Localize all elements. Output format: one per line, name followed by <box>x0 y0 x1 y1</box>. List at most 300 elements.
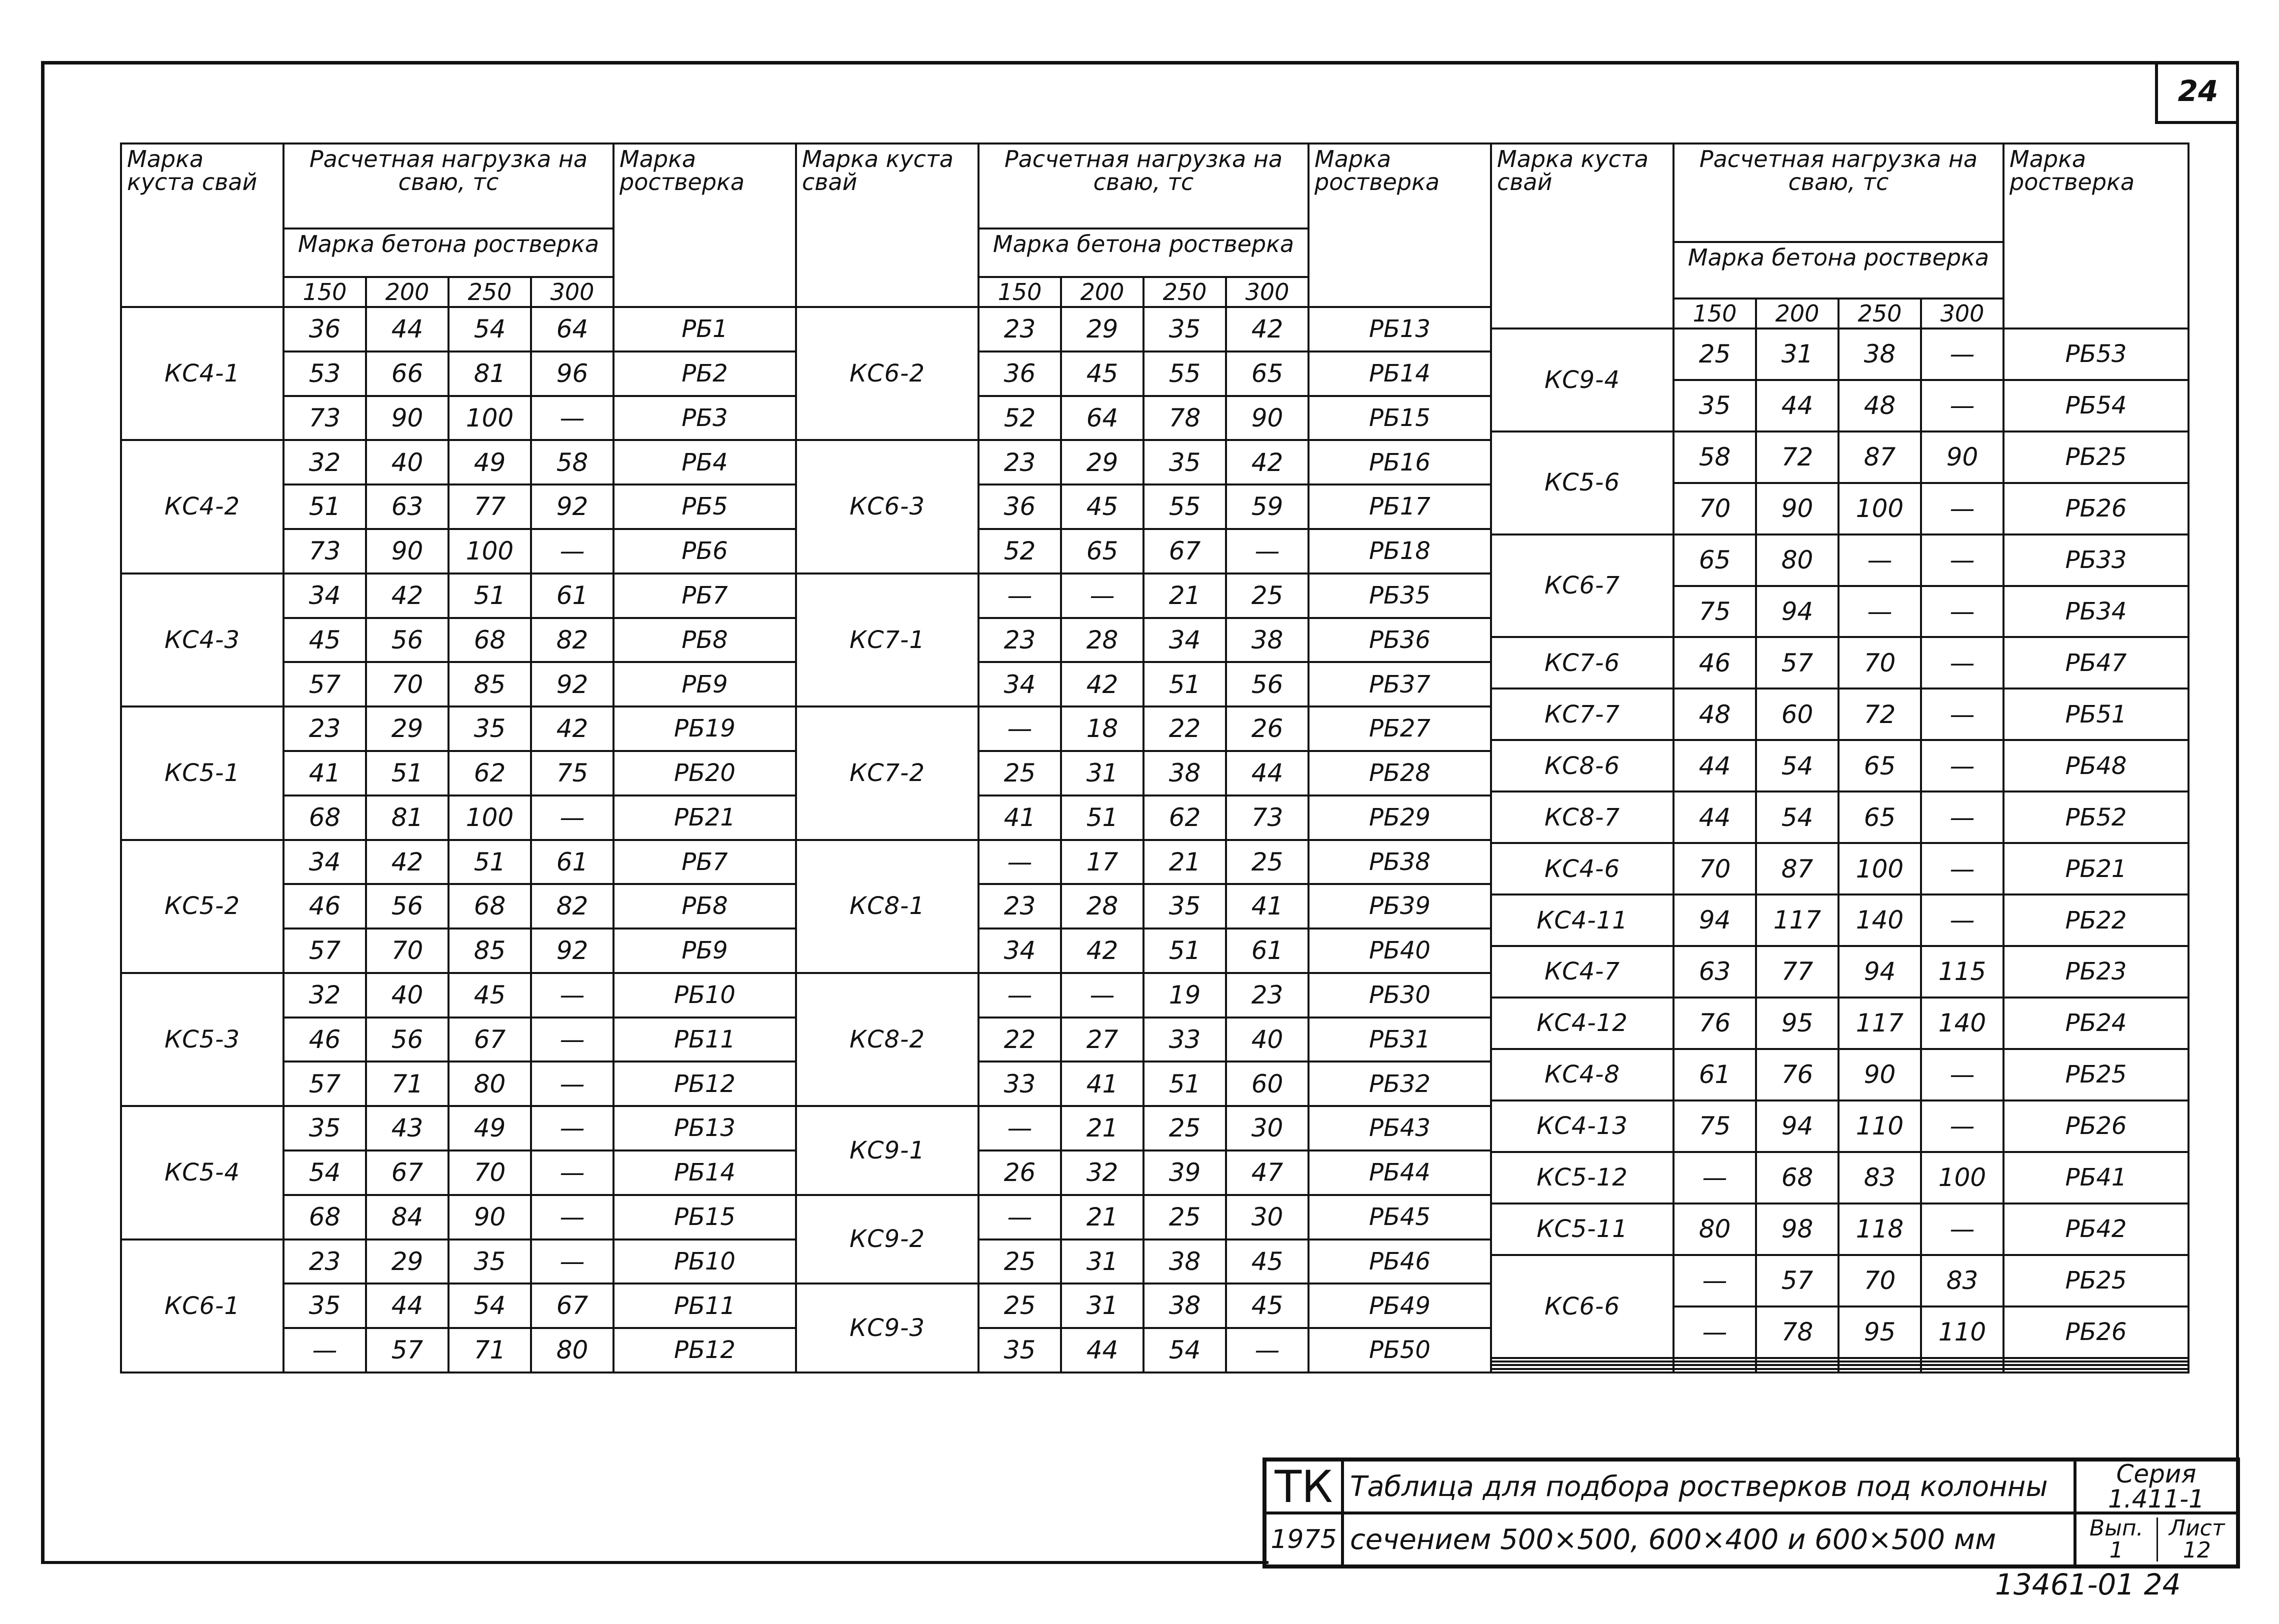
stamp-title-line-1: Таблица для подбора ростверков под колонны <box>1342 1460 2075 1513</box>
load-value-cell: 38 <box>1226 618 1308 662</box>
load-value-cell: 95 <box>1756 998 1838 1049</box>
grillage-mark-cell: РБ7 <box>614 840 796 884</box>
load-value-cell: 70 <box>366 662 448 706</box>
grillage-mark-cell: РБ29 <box>1308 796 1491 840</box>
load-value-cell: — <box>1921 894 2004 946</box>
stamp-issue <box>2076 1518 2156 1562</box>
table-row <box>1491 894 2188 946</box>
header-bush-mark: Марка куста свай <box>796 144 978 307</box>
header-level: 200 <box>1061 277 1144 307</box>
grillage-mark-cell: РБ1 <box>614 307 796 352</box>
load-value-cell: 41 <box>1061 1062 1144 1106</box>
load-value-cell: 81 <box>366 796 448 840</box>
grillage-mark-cell: РБ5 <box>614 484 796 529</box>
load-value-cell: 28 <box>1061 884 1144 928</box>
bush-mark-cell: КС6-2 <box>796 307 978 440</box>
load-value-cell: — <box>1921 380 2004 432</box>
blank-cell <box>1921 1369 2004 1372</box>
load-value-cell: 43 <box>366 1106 448 1150</box>
issue-label: Вып. <box>2089 1516 2144 1541</box>
grillage-mark-cell: РБ50 <box>1308 1328 1491 1372</box>
load-value-cell: 35 <box>1674 380 1756 432</box>
load-value-cell: 31 <box>1061 1240 1144 1284</box>
table-row <box>1491 637 2188 688</box>
load-value-cell: 83 <box>1838 1152 1921 1204</box>
table-row <box>1491 534 2188 586</box>
load-value-cell: — <box>531 396 614 440</box>
load-value-cell: 90 <box>366 396 448 440</box>
bush-mark-cell: КС7-6 <box>1491 637 1674 688</box>
load-value-cell: 52 <box>978 529 1061 574</box>
load-value-cell: 77 <box>448 484 531 529</box>
load-value-cell: — <box>1061 574 1144 618</box>
load-value-cell: 29 <box>1061 307 1144 352</box>
load-value-cell: 44 <box>366 1284 448 1328</box>
load-value-cell: 73 <box>284 396 366 440</box>
load-value-cell: 31 <box>1061 751 1144 796</box>
grillage-mark-cell: РБ2 <box>614 352 796 396</box>
load-value-cell: 45 <box>1226 1240 1308 1284</box>
bush-mark-cell: КС6-7 <box>1491 534 1674 638</box>
load-value-cell: — <box>978 574 1061 618</box>
header-grillage-mark: Марка ростверка <box>614 144 796 307</box>
load-value-cell: 64 <box>531 307 614 352</box>
load-value-cell: 68 <box>1756 1152 1838 1204</box>
bush-mark-cell: КС8-7 <box>1491 792 1674 843</box>
load-value-cell: 44 <box>1061 1328 1144 1372</box>
load-value-cell: 94 <box>1756 586 1838 638</box>
load-value-cell: 90 <box>1756 483 1838 534</box>
bush-mark-cell: КС9-1 <box>796 1106 978 1195</box>
load-value-cell: 35 <box>448 1240 531 1284</box>
grillage-mark-cell: РБ15 <box>1308 396 1491 440</box>
load-value-cell: 51 <box>366 751 448 796</box>
load-value-cell: 67 <box>1144 529 1226 574</box>
load-value-cell: 31 <box>1756 328 1838 380</box>
grillage-mark-cell: РБ45 <box>1308 1195 1491 1240</box>
load-value-cell: 54 <box>448 307 531 352</box>
table-row <box>796 1195 1491 1240</box>
bush-mark-cell: КС5-12 <box>1491 1152 1674 1204</box>
grillage-mark-cell: РБ26 <box>2004 483 2188 534</box>
load-value-cell: 85 <box>448 662 531 706</box>
grillage-mark-cell: РБ16 <box>1308 440 1491 484</box>
series-value: 1.411-1 <box>2108 1484 2204 1513</box>
table-row <box>121 307 796 352</box>
blank-row <box>1491 1362 2188 1365</box>
bush-mark-cell: КС9-4 <box>1491 328 1674 432</box>
load-value-cell: 75 <box>1674 1100 1756 1152</box>
sheet-code: 13461-01 24 <box>1995 1568 2181 1602</box>
table-row <box>1491 1204 2188 1255</box>
load-value-cell: 48 <box>1838 380 1921 432</box>
load-value-cell: 94 <box>1756 1100 1838 1152</box>
load-value-cell: 54 <box>1756 792 1838 843</box>
load-value-cell: 51 <box>284 484 366 529</box>
load-value-cell: 140 <box>1838 894 1921 946</box>
header-load: Расчетная нагрузка на сваю, тс <box>284 144 614 228</box>
blank-cell <box>1491 1365 1674 1368</box>
grillage-mark-cell: РБ25 <box>2004 432 2188 483</box>
load-value-cell: 25 <box>1226 574 1308 618</box>
blank-cell <box>1838 1369 1921 1372</box>
load-value-cell: — <box>1226 1328 1308 1372</box>
grillage-mark-cell: РБ14 <box>1308 352 1491 396</box>
load-value-cell: 54 <box>448 1284 531 1328</box>
load-value-cell: 75 <box>531 751 614 796</box>
load-value-cell: 87 <box>1838 432 1921 483</box>
load-value-cell: 100 <box>448 529 531 574</box>
load-value-cell: 70 <box>1838 1255 1921 1306</box>
bush-mark-cell: КС9-3 <box>796 1284 978 1372</box>
load-value-cell: 31 <box>1061 1284 1144 1328</box>
load-value-cell: — <box>1921 688 2004 740</box>
header-level: 250 <box>1144 277 1226 307</box>
grillage-mark-cell: РБ10 <box>614 1240 796 1284</box>
table-row <box>121 973 796 1018</box>
blank-cell <box>2004 1365 2188 1368</box>
grillage-mark-cell: РБ11 <box>614 1284 796 1328</box>
load-value-cell: 35 <box>1144 307 1226 352</box>
load-value-cell: 54 <box>284 1150 366 1195</box>
load-value-cell: — <box>531 796 614 840</box>
sheet-value: 12 <box>2182 1538 2211 1563</box>
grillage-mark-cell: РБ27 <box>1308 706 1491 751</box>
load-value-cell: 59 <box>1226 484 1308 529</box>
table-row <box>796 840 1491 884</box>
blank-cell <box>2004 1362 2188 1365</box>
load-value-cell: 44 <box>366 307 448 352</box>
blank-cell <box>1674 1365 1756 1368</box>
blank-cell <box>1921 1362 2004 1365</box>
load-value-cell: 19 <box>1144 973 1226 1018</box>
load-value-cell: — <box>1921 534 2004 586</box>
load-value-cell: — <box>1921 637 2004 688</box>
table-row <box>1491 946 2188 998</box>
load-value-cell: 22 <box>1144 706 1226 751</box>
load-value-cell: 87 <box>1756 843 1838 894</box>
grillage-mark-cell: РБ47 <box>2004 637 2188 688</box>
grillage-table-1 <box>120 142 797 1374</box>
load-value-cell: 67 <box>531 1284 614 1328</box>
grillage-mark-cell: РБ8 <box>614 884 796 928</box>
load-value-cell: 62 <box>1144 796 1226 840</box>
load-value-cell: — <box>1921 586 2004 638</box>
load-value-cell: 29 <box>366 706 448 751</box>
table-row <box>1491 1255 2188 1306</box>
load-value-cell: 25 <box>1144 1106 1226 1150</box>
header-bush-mark: Марка куста свай <box>1491 144 1674 328</box>
load-value-cell: 35 <box>448 706 531 751</box>
load-value-cell: 52 <box>978 396 1061 440</box>
grillage-mark-cell: РБ43 <box>1308 1106 1491 1150</box>
load-value-cell: 67 <box>448 1018 531 1062</box>
load-value-cell: 45 <box>1061 484 1144 529</box>
load-value-cell: 23 <box>284 706 366 751</box>
load-value-cell: 21 <box>1144 840 1226 884</box>
load-value-cell: 32 <box>1061 1150 1144 1195</box>
load-value-cell: 80 <box>531 1328 614 1372</box>
load-value-cell: 54 <box>1144 1328 1226 1372</box>
load-value-cell: 17 <box>1061 840 1144 884</box>
load-value-cell: 61 <box>531 840 614 884</box>
blank-cell <box>1674 1369 1756 1372</box>
bush-mark-cell: КС5-4 <box>121 1106 284 1239</box>
grillage-mark-cell: РБ21 <box>2004 843 2188 894</box>
blank-cell <box>1838 1362 1921 1365</box>
load-value-cell: — <box>1838 534 1921 586</box>
load-value-cell: 92 <box>531 928 614 973</box>
load-value-cell: 84 <box>366 1195 448 1240</box>
load-value-cell: — <box>1921 1100 2004 1152</box>
table-row <box>121 706 796 751</box>
blank-cell <box>1756 1365 1838 1368</box>
load-value-cell: 80 <box>1756 534 1838 586</box>
load-value-cell: 83 <box>1921 1255 2004 1306</box>
grillage-mark-cell: РБ20 <box>614 751 796 796</box>
header-level: 200 <box>1756 298 1838 328</box>
load-value-cell: 23 <box>284 1240 366 1284</box>
grillage-mark-cell: РБ9 <box>614 662 796 706</box>
header-level: 300 <box>531 277 614 307</box>
grillage-mark-cell: РБ54 <box>2004 380 2188 432</box>
header-level: 150 <box>978 277 1061 307</box>
grillage-mark-cell: РБ25 <box>2004 1255 2188 1306</box>
blank-cell <box>1921 1358 2004 1362</box>
title-block <box>1262 1458 2240 1568</box>
bush-mark-cell: КС4-2 <box>121 440 284 573</box>
load-value-cell: 38 <box>1838 328 1921 380</box>
load-value-cell: 26 <box>978 1150 1061 1195</box>
load-value-cell: 36 <box>978 484 1061 529</box>
load-value-cell: — <box>531 1240 614 1284</box>
load-value-cell: 72 <box>1756 432 1838 483</box>
bush-mark-cell: КС8-6 <box>1491 740 1674 792</box>
load-value-cell: 25 <box>978 751 1061 796</box>
load-value-cell: — <box>1921 1204 2004 1255</box>
grillage-mark-cell: РБ25 <box>2004 1049 2188 1100</box>
grillage-mark-cell: РБ39 <box>1308 884 1491 928</box>
load-value-cell: 90 <box>1226 396 1308 440</box>
bush-mark-cell: КС5-11 <box>1491 1204 1674 1255</box>
table-row <box>121 1240 796 1284</box>
load-value-cell: 25 <box>1144 1195 1226 1240</box>
load-value-cell: 42 <box>1226 440 1308 484</box>
load-value-cell: 49 <box>448 1106 531 1150</box>
load-value-cell: — <box>531 1195 614 1240</box>
page-number: 24 <box>2155 61 2238 124</box>
blank-cell <box>1674 1362 1756 1365</box>
load-value-cell: 51 <box>1061 796 1144 840</box>
load-value-cell: 70 <box>448 1150 531 1195</box>
load-value-cell: 22 <box>978 1018 1061 1062</box>
load-value-cell: 23 <box>978 884 1061 928</box>
bush-mark-cell: КС5-6 <box>1491 432 1674 534</box>
grillage-mark-cell: РБ32 <box>1308 1062 1491 1106</box>
load-value-cell: 32 <box>284 440 366 484</box>
load-value-cell: 56 <box>366 618 448 662</box>
header-concrete: Марка бетона ростверка <box>284 228 614 277</box>
load-value-cell: — <box>978 706 1061 751</box>
header-load: Расчетная нагрузка на сваю, тс <box>978 144 1308 228</box>
load-value-cell: 57 <box>1756 1255 1838 1306</box>
frame-right-line <box>2236 61 2239 1486</box>
load-value-cell: — <box>1921 483 2004 534</box>
load-value-cell: 95 <box>1838 1306 1921 1358</box>
grillage-mark-cell: РБ34 <box>2004 586 2188 638</box>
load-value-cell: 100 <box>1921 1152 2004 1204</box>
blank-cell <box>2004 1369 2188 1372</box>
load-value-cell: 60 <box>1756 688 1838 740</box>
load-value-cell: — <box>1674 1255 1756 1306</box>
table-row <box>121 574 796 618</box>
load-value-cell: 61 <box>1674 1049 1756 1100</box>
bush-mark-cell: КС4-12 <box>1491 998 1674 1049</box>
load-value-cell: 70 <box>1674 483 1756 534</box>
grillage-mark-cell: РБ19 <box>614 706 796 751</box>
load-value-cell: 100 <box>1838 483 1921 534</box>
bush-mark-cell: КС6-6 <box>1491 1255 1674 1358</box>
load-value-cell: — <box>531 1062 614 1106</box>
header-level: 150 <box>284 277 366 307</box>
blank-cell <box>1491 1369 1674 1372</box>
grillage-mark-cell: РБ30 <box>1308 973 1491 1018</box>
stamp-issue-sheet <box>2075 1513 2238 1566</box>
grillage-mark-cell: РБ36 <box>1308 618 1491 662</box>
load-value-cell: 34 <box>1144 618 1226 662</box>
load-value-cell: 58 <box>1674 432 1756 483</box>
load-value-cell: 39 <box>1144 1150 1226 1195</box>
load-value-cell: 45 <box>284 618 366 662</box>
load-value-cell: 63 <box>366 484 448 529</box>
load-value-cell: 44 <box>1226 751 1308 796</box>
load-value-cell: 70 <box>1674 843 1756 894</box>
blank-cell <box>1491 1358 1674 1362</box>
load-value-cell: 78 <box>1756 1306 1838 1358</box>
load-value-cell: 44 <box>1756 380 1838 432</box>
load-value-cell: 51 <box>1144 928 1226 973</box>
load-value-cell: 100 <box>448 796 531 840</box>
load-value-cell: 42 <box>366 574 448 618</box>
bush-mark-cell: КС6-3 <box>796 440 978 573</box>
load-value-cell: 78 <box>1144 396 1226 440</box>
grillage-mark-cell: РБ28 <box>1308 751 1491 796</box>
load-value-cell: 96 <box>531 352 614 396</box>
bush-mark-cell: КС6-1 <box>121 1240 284 1372</box>
grillage-mark-cell: РБ44 <box>1308 1150 1491 1195</box>
grillage-mark-cell: РБ38 <box>1308 840 1491 884</box>
load-value-cell: 68 <box>284 1195 366 1240</box>
load-value-cell: 41 <box>978 796 1061 840</box>
load-value-cell: 21 <box>1061 1195 1144 1240</box>
stamp-year: 1975 <box>1265 1513 1342 1566</box>
load-value-cell: 55 <box>1144 352 1226 396</box>
load-value-cell: 80 <box>1674 1204 1756 1255</box>
header-level: 250 <box>448 277 531 307</box>
load-value-cell: 76 <box>1756 1049 1838 1100</box>
bush-mark-cell: КС4-13 <box>1491 1100 1674 1152</box>
load-value-cell: 92 <box>531 484 614 529</box>
load-value-cell: 76 <box>1674 998 1756 1049</box>
load-value-cell: — <box>1226 529 1308 574</box>
load-value-cell: 115 <box>1921 946 2004 998</box>
load-value-cell: 42 <box>1226 307 1308 352</box>
bush-mark-cell: КС5-2 <box>121 840 284 973</box>
load-value-cell: 65 <box>1061 529 1144 574</box>
load-value-cell: 46 <box>284 884 366 928</box>
load-value-cell: 46 <box>1674 637 1756 688</box>
load-value-cell: 71 <box>366 1062 448 1106</box>
load-value-cell: 42 <box>366 840 448 884</box>
issue-value: 1 <box>2109 1538 2124 1563</box>
header-level: 300 <box>1226 277 1308 307</box>
grillage-mark-cell: РБ11 <box>614 1018 796 1062</box>
load-value-cell: 64 <box>1061 396 1144 440</box>
load-value-cell: 68 <box>448 884 531 928</box>
load-value-cell: 51 <box>448 840 531 884</box>
blank-cell <box>1921 1365 2004 1368</box>
grillage-mark-cell: РБ13 <box>614 1106 796 1150</box>
table-row <box>1491 1049 2188 1100</box>
grillage-mark-cell: РБ14 <box>614 1150 796 1195</box>
load-value-cell: 45 <box>1061 352 1144 396</box>
grillage-mark-cell: РБ22 <box>2004 894 2188 946</box>
load-value-cell: 47 <box>1226 1150 1308 1195</box>
load-value-cell: 82 <box>531 884 614 928</box>
grillage-mark-cell: РБ49 <box>1308 1284 1491 1328</box>
grillage-mark-cell: РБ12 <box>614 1062 796 1106</box>
grillage-mark-cell: РБ9 <box>614 928 796 973</box>
load-value-cell: 65 <box>1226 352 1308 396</box>
load-value-cell: 46 <box>284 1018 366 1062</box>
load-value-cell: 38 <box>1144 751 1226 796</box>
grillage-mark-cell: РБ23 <box>2004 946 2188 998</box>
load-value-cell: 61 <box>531 574 614 618</box>
header-grillage-mark: Марка ростверка <box>1308 144 1491 307</box>
load-value-cell: 25 <box>1226 840 1308 884</box>
bush-mark-cell: КС4-7 <box>1491 946 1674 998</box>
load-value-cell: 57 <box>1756 637 1838 688</box>
load-value-cell: 53 <box>284 352 366 396</box>
header-bush-mark: Марка куста свай <box>121 144 284 307</box>
load-value-cell: — <box>531 529 614 574</box>
frame-top-line <box>41 61 2236 64</box>
bush-mark-cell: КС8-2 <box>796 973 978 1106</box>
load-value-cell: 117 <box>1838 998 1921 1049</box>
load-value-cell: 71 <box>448 1328 531 1372</box>
grillage-mark-cell: РБ37 <box>1308 662 1491 706</box>
grillage-mark-cell: РБ18 <box>1308 529 1491 574</box>
load-value-cell: 44 <box>1674 792 1756 843</box>
table-row <box>796 1284 1491 1328</box>
grillage-mark-cell: РБ3 <box>614 396 796 440</box>
load-value-cell: 60 <box>1226 1062 1308 1106</box>
header-level: 200 <box>366 277 448 307</box>
load-value-cell: — <box>1921 843 2004 894</box>
load-value-cell: — <box>978 840 1061 884</box>
load-value-cell: 51 <box>448 574 531 618</box>
load-value-cell: 33 <box>978 1062 1061 1106</box>
load-value-cell: 25 <box>1674 328 1756 380</box>
load-value-cell: 72 <box>1838 688 1921 740</box>
grillage-mark-cell: РБ40 <box>1308 928 1491 973</box>
sheet-label: Лист <box>2168 1516 2225 1541</box>
table-row <box>1491 328 2188 380</box>
load-value-cell: — <box>1674 1306 1756 1358</box>
load-value-cell: 45 <box>448 973 531 1018</box>
load-value-cell: 34 <box>284 840 366 884</box>
grillage-mark-cell: РБ6 <box>614 529 796 574</box>
